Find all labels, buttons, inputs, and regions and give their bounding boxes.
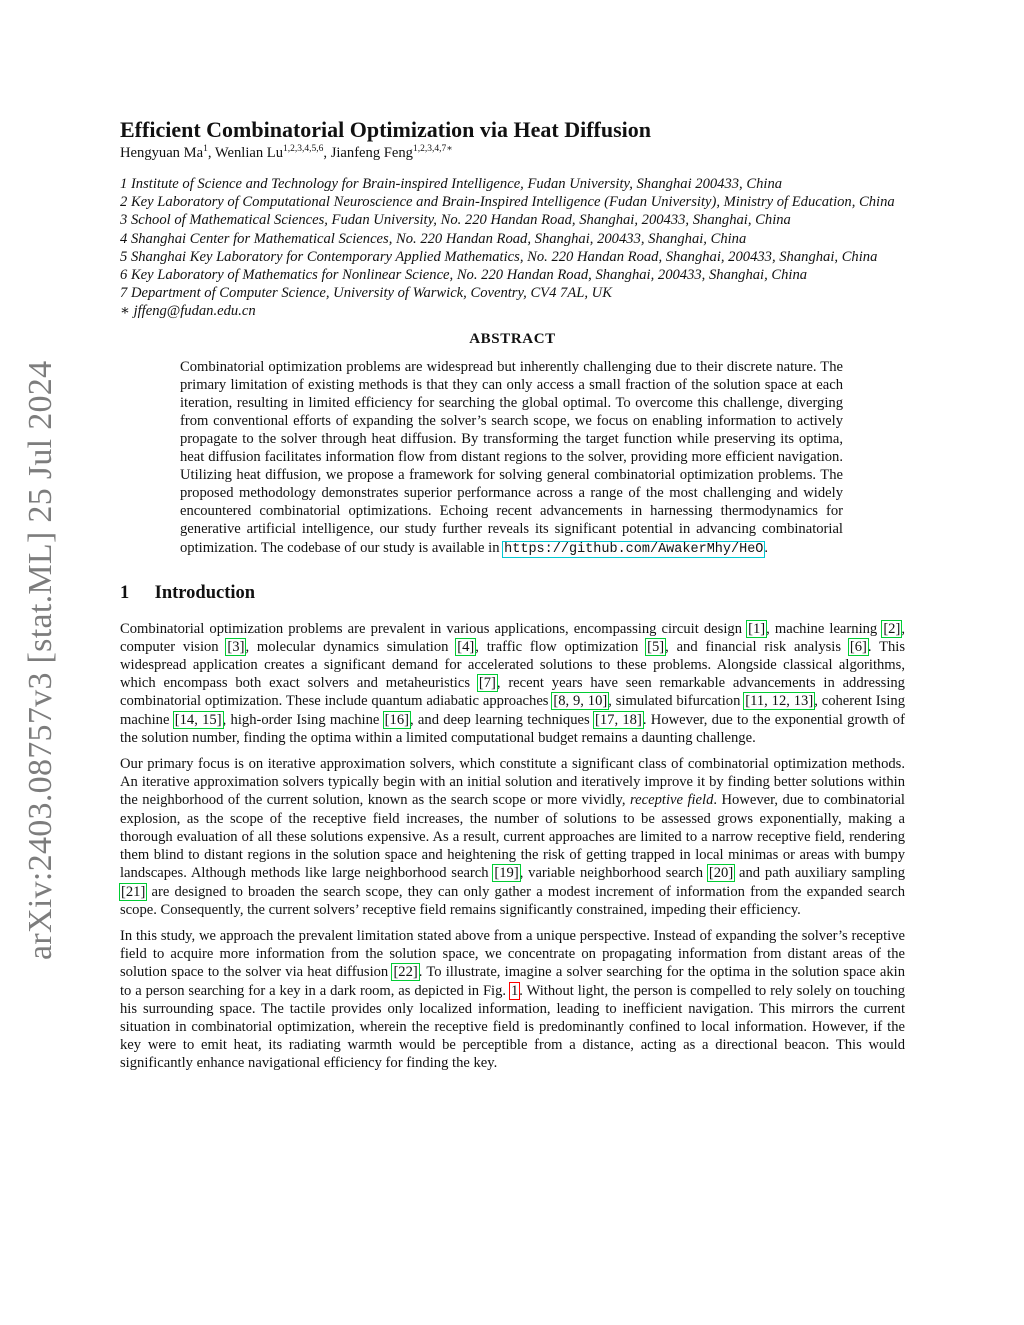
arxiv-identifier: arXiv:2403.08757v3 [stat.ML] 25 Jul 2024 bbox=[22, 360, 59, 960]
author-list: Hengyuan Ma$^1$, Wenlian Lu$^{1,2,3,4,5,6}$, Jianfeng Feng$^{1,2,3,4,7∗}$ bbox=[120, 144, 453, 161]
abstract-text: Combinatorial optimization problems are widespread but inherently challenging due to their discrete nature. The primary limitation of existing methods is that they can only access a small fraction of the solution space at each iteration, resulting in limited efficiency for searching the global optimal. To overcome this challenge, diverging from conventional efforts of expanding the solver’s search scope, we focus on enabling information to actively propagate to the solver through heat diffusion. By transforming the target function while preserving its optima, heat diffusion facilitates information flow from distant regions to the solver, providing more efficient navigation. Utilizing heat diffusion, we propose a framework for solving general combinatorial optimization problems. The proposed methodology demonstrates superior performance across a range of the most challenging and widely encountered combinatorial optimizations. Echoing recent advancements in harnessing thermodynamics for generative artificial intelligence, our study further reveals its significant potential in advancing combinatorial optimization. The codebase of our study is available in bbox=[180, 358, 843, 556]
section-title: Introduction bbox=[154, 582, 256, 603]
section-body bbox=[120, 620, 905, 1073]
citation-link[interactable]: [19] bbox=[494, 865, 519, 882]
citation-link[interactable]: [8, 9, 10] bbox=[553, 693, 608, 710]
affiliation-line: 7 Department of Computer Science, University of Warwick, Coventry, CV4 7AL, UK bbox=[120, 285, 612, 302]
citation-link[interactable]: [16] bbox=[384, 711, 409, 728]
body-paragraph: Our primary focus is on iterative approximation solvers, which constitute a significant class of combinatorial optimization methods. An iterative approximation solvers typically begin with an initial solution and iteratively improve it by finding better solutions within the neighborhood of the current solution, known as the search scope or more vividly, receptive field. However, due to combinatorial explosion, as the scope of the receptive field increases, the number of solutions to be assessed grows exponentially, making a thorough evaluation of all these solutions expensive. As a result, current approaches are limited to a narrow receptive field, rendering them blind to distant regions in the solution space and heightening the risk of getting trapped in local minimas or areas with bumpy landscapes. Although methods like large neighborhood search [19], variable neighborhood search [20] and path auxiliary sampling [21] are designed to broaden the search scope, they can only gather a modest increment of information from the expanded search scope. Consequently, the current solvers’ receptive field remains significantly constrained, impeding their efficiency. bbox=[120, 756, 905, 918]
abstract-heading: ABSTRACT bbox=[469, 330, 556, 347]
author-affiliation-marker: 1 bbox=[203, 144, 208, 155]
affiliation-list bbox=[120, 175, 905, 321]
citation-link[interactable]: [4] bbox=[457, 638, 475, 655]
citation-link[interactable]: [22] bbox=[393, 964, 418, 981]
citation-link[interactable]: [6] bbox=[849, 638, 867, 655]
citation-link[interactable]: [17, 18] bbox=[594, 711, 642, 728]
author-name: Hengyuan Ma bbox=[120, 145, 204, 161]
figure-reference-link[interactable]: 1 bbox=[510, 982, 519, 999]
citation-link[interactable]: [3] bbox=[227, 638, 245, 655]
citation-link[interactable]: [1] bbox=[748, 620, 766, 637]
code-link[interactable]: https://github.com/AwakerMhy/HeO bbox=[504, 541, 764, 557]
affiliation-line: 6 Key Laboratory of Mathematics for Nonlinear Science, No. 220 Handan Road, Shanghai, 200433, Shanghai, China bbox=[120, 267, 808, 284]
affiliation-line: 1 Institute of Science and Technology for Brain-inspired Intelligence, Fudan University, Shanghai 200433, China bbox=[120, 176, 783, 192]
emphasis-term: receptive field bbox=[630, 792, 714, 809]
author-affiliation-marker: 1,2,3,4,5,6 bbox=[283, 144, 324, 155]
body-paragraph: Combinatorial optimization problems are prevalent in various applications, encompassing circuit design [1], machine learning [2], computer vision [3], molecular dynamics simulation [4], traffic flow optimization [5], and financial risk analysis [6]. This widespread application creates a significant demand for accelerated solutions to these problems. Alongside classical algorithms, which encompass both exact solvers and metaheuristics [7], recent years have seen remarkable advancements in addressing combinatorial optimization. These include quantum adiabatic approaches [8, 9, 10], simulated bifurcation [11, 12, 13], coherent Ising machine [14, 15], high-order Ising machine [16], and deep learning techniques [17, 18]. However, due to the exponential growth of the solution number, finding the optima within a limited computational budget remains a daunting challenge. bbox=[120, 620, 906, 746]
paper-page bbox=[120, 116, 905, 1081]
citation-link[interactable]: [21] bbox=[121, 883, 146, 900]
affiliation-line: 2 Key Laboratory of Computational Neuroscience and Brain-Inspired Intelligence (Fudan University), Ministry of Education, China bbox=[120, 194, 895, 211]
section-heading bbox=[120, 583, 905, 604]
section-number: 1 bbox=[120, 582, 130, 603]
author-affiliation-marker: 1,2,3,4,7∗ bbox=[412, 144, 453, 155]
citation-link[interactable]: [14, 15] bbox=[174, 711, 222, 728]
abstract-body bbox=[180, 358, 843, 559]
author-name: Wenlian Lu bbox=[214, 145, 284, 161]
citation-link[interactable]: [11, 12, 13] bbox=[745, 693, 814, 710]
citation-link[interactable]: [2] bbox=[883, 620, 901, 637]
abstract-end: . bbox=[764, 539, 769, 556]
affiliation-line: ∗ jffeng@fudan.edu.cn bbox=[120, 303, 256, 320]
citation-link[interactable]: [7] bbox=[478, 675, 496, 692]
affiliation-line: 3 School of Mathematical Sciences, Fudan University, No. 220 Handan Road, Shanghai, 200433, Shanghai, China bbox=[120, 212, 791, 229]
paper-title: Efficient Combinatorial Optimization via Heat Diffusion bbox=[120, 117, 652, 142]
body-paragraph: In this study, we approach the prevalent limitation stated above from a unique perspective. Instead of expanding the solver’s receptive field to acquire more information from the solution space, we concentrate on propagating information from distant areas of the solution space to the solver via heat diffusion [22]. To illustrate, imagine a solver searching for the optima in the solution space akin to a person searching for a key in a dark room, as depicted in Fig. 1. Without light, the person is compelled to rely solely on touching his surrounding space. The tactile provides only localized information, leading to inefficient navigation. This mirrors the current situation in combinatorial optimization, wherein the receptive field is predominantly confined to local information. However, if the key were to emit heat, its radiating warmth would be perceptible from a distance, acting as a directional beacon. This would significantly enhance navigational efficiency for finding the key. bbox=[120, 927, 905, 1072]
citation-link[interactable]: [5] bbox=[647, 638, 665, 655]
author-name: Jianfeng Feng bbox=[330, 145, 413, 161]
affiliation-line: 5 Shanghai Key Laboratory for Contemporary Applied Mathematics, No. 220 Handan Road, Shanghai, 200433, Shanghai, China bbox=[120, 248, 878, 265]
affiliation-line: 4 Shanghai Center for Mathematical Sciences, No. 220 Handan Road, Shanghai, 200433, Shanghai, China bbox=[120, 230, 747, 247]
citation-link[interactable]: [20] bbox=[708, 865, 734, 882]
